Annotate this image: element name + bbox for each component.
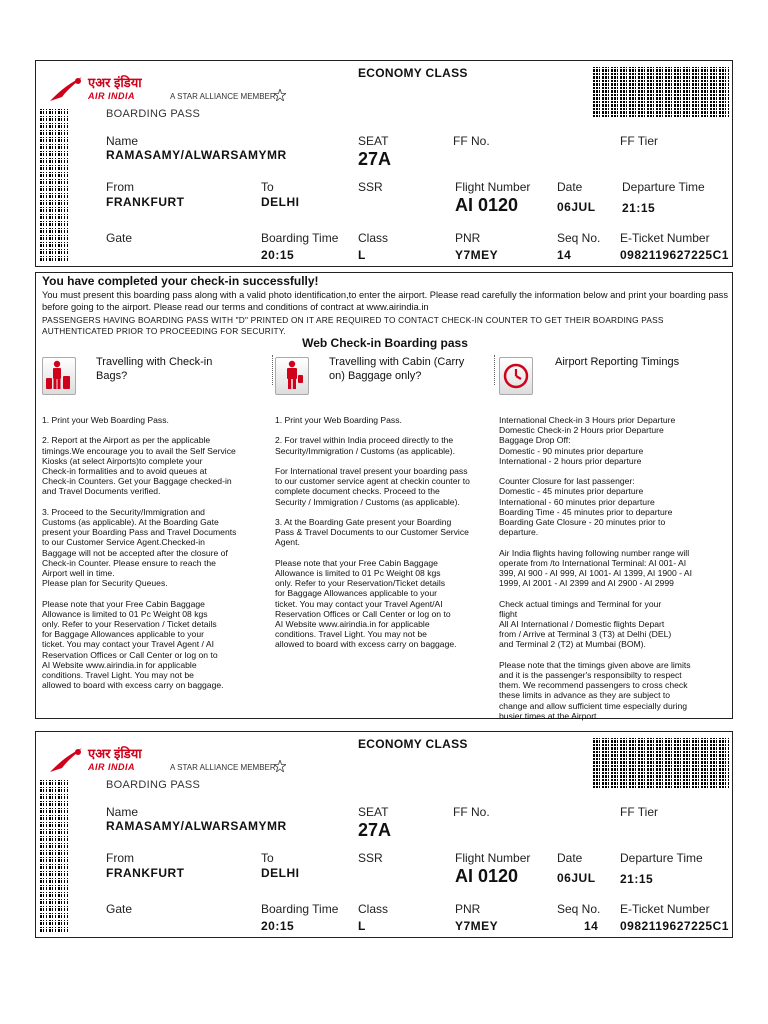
web-checkin-title: Web Check-in Boarding pass <box>302 336 468 350</box>
ssr-label: SSR <box>358 851 383 865</box>
date-label: Date <box>557 180 583 194</box>
ff-tier-label: FF Tier <box>620 134 658 148</box>
boarding-time-value: 20:15 <box>261 248 295 262</box>
person-with-cabin-bag-icon <box>275 357 309 395</box>
from-label: From <box>106 180 134 194</box>
star-alliance-icon <box>274 760 286 772</box>
seq-no-value: 14 <box>557 248 572 262</box>
barcode-vertical <box>40 778 68 932</box>
logo-hindi-text: एअर इंडिया <box>88 75 142 90</box>
logo-hindi-text: एअर इंडिया <box>88 746 142 761</box>
seat-value: 27A <box>358 149 392 169</box>
star-alliance-text: A STAR ALLIANCE MEMBER <box>170 92 276 101</box>
boarding-pass-top <box>35 60 733 267</box>
barcode-2d <box>593 738 729 788</box>
name-label: Name <box>106 134 139 148</box>
barcode-2d <box>593 67 729 117</box>
class-title: ECONOMY CLASS <box>358 737 468 751</box>
boarding-time-label: Boarding Time <box>261 902 339 916</box>
column-cabin-baggage-body: 1. Print your Web Boarding Pass. 2. For travel within India proceed directly to the Security/Immigration / Customs (as applicable). For International travel present your boarding pass to our customer service agent at checkin counter to complete document checks. Proceed to the Security / Immigration / Customs (as applicable). 3. At the Boarding Gate present your Boarding Pass & Travel Documents to our Customer Service Agent. Please note that your Free Cabin Baggage Allowance is limited to 01 Pc Weight 08 kgs only. Refer to your Reservation/Ticket details for Baggage Allowances applicable to your ticket. You may contact your Travel Agent/AI Reservation Offices or Call Center or log on to AI Website www.airindia.in for applicable conditions. Travel Light. You may not be allowed to board with excess carry on baggage. <box>275 415 470 650</box>
flight-number-value: AI 0120 <box>455 195 519 215</box>
class-title: ECONOMY CLASS <box>358 66 468 80</box>
date-label: Date <box>557 851 583 865</box>
column-checkin-bags-title: Travelling with Check-in Bags? <box>96 356 213 382</box>
name-value: RAMASAMY/ALWARSAMYMR <box>106 148 287 162</box>
departure-time-value: 21:15 <box>620 872 654 886</box>
from-label: From <box>106 851 134 865</box>
boarding-time-label: Boarding Time <box>261 231 339 245</box>
name-value: RAMASAMY/ALWARSAMYMR <box>106 819 287 833</box>
departure-time-label: Departure Time <box>622 180 705 194</box>
pnr-value: Y7MEY <box>455 919 499 933</box>
logo-english-text: AIR INDIA <box>88 762 135 772</box>
class-value: L <box>358 919 366 933</box>
eticket-value: 0982119627225C1 <box>620 919 729 933</box>
boarding-pass-label: BOARDING PASS <box>106 779 201 791</box>
seat-label: SEAT <box>358 805 389 819</box>
boarding-time-value: 20:15 <box>261 919 295 933</box>
checkin-instructions: You must present this boarding pass along with a valid photo identification,to enter the airport. Please read carefully the information below and print your boarding pass before going to the airport. Please read our terms and conditions of contract at www.airindia.in <box>42 290 728 312</box>
ff-no-label: FF No. <box>453 134 490 148</box>
gate-label: Gate <box>106 902 133 916</box>
to-label: To <box>261 851 274 865</box>
pnr-label: PNR <box>455 902 481 916</box>
air-india-logo-icon <box>48 746 84 776</box>
flight-number-label: Flight Number <box>455 851 531 865</box>
clock-icon <box>499 357 533 395</box>
eticket-value: 0982119627225C1 <box>620 248 729 262</box>
ssr-label: SSR <box>358 180 383 194</box>
boarding-pass-label: BOARDING PASS <box>106 108 201 120</box>
seq-no-label: Seq No. <box>557 231 601 245</box>
boarding-pass-bottom <box>35 731 733 938</box>
eticket-label: E-Ticket Number <box>620 902 710 916</box>
class-label: Class <box>358 231 389 245</box>
checkin-success-heading: You have completed your check-in successfully! <box>42 274 319 288</box>
barcode-vertical <box>40 107 68 261</box>
star-alliance-icon <box>274 89 286 101</box>
from-value: FRANKFURT <box>106 195 185 209</box>
date-value: 06JUL <box>557 871 596 885</box>
pnr-value: Y7MEY <box>455 248 499 262</box>
class-label: Class <box>358 902 389 916</box>
pnr-label: PNR <box>455 231 481 245</box>
seq-no-label: Seq No. <box>557 902 601 916</box>
to-label: To <box>261 180 274 194</box>
air-india-logo-icon <box>48 75 84 105</box>
person-with-bags-icon <box>42 357 76 395</box>
column-divider <box>272 355 273 385</box>
seat-value: 27A <box>358 820 392 840</box>
name-label: Name <box>106 805 139 819</box>
departure-time-label: Departure Time <box>620 851 703 865</box>
seat-label: SEAT <box>358 134 389 148</box>
column-cabin-baggage-title: Travelling with Cabin (Carry on) Baggage only? <box>329 356 465 382</box>
flight-number-value: AI 0120 <box>455 866 519 886</box>
flight-number-label: Flight Number <box>455 180 531 194</box>
to-value: DELHI <box>261 866 300 880</box>
gate-label: Gate <box>106 231 133 245</box>
column-reporting-timings-title: Airport Reporting Timings <box>555 356 680 368</box>
departure-time-value: 21:15 <box>622 201 656 215</box>
ff-tier-label: FF Tier <box>620 805 658 819</box>
to-value: DELHI <box>261 195 300 209</box>
class-value: L <box>358 248 366 262</box>
eticket-label: E-Ticket Number <box>620 231 710 245</box>
column-reporting-timings-body: International Check-in 3 Hours prior Departure Domestic Check-in 2 Hours prior Departure Baggage Drop Off: Domestic - 90 minutes prior departure International - 2 hours prior departure Counter Closure for last passenger: Domestic - 45 minutes prior departure International - 60 minutes prior departure Boarding Time - 45 minutes prior to departure Boarding Gate Closure - 20 minutes prior to departure. Air India flights having following number range will operate from /to International Terminal: AI 001- AI 399, AI 900 - AI 999, AI 1001- AI 1399, AI 1900 - AI 1999, AI 2001 - AI 2399 and AI 2900 - AI 2999 Check actual timings and Terminal for your flight All AI International / Domestic flights Depart from / Arrive at Terminal 3 (T3) at Delhi (DEL) and Terminal 2 (T2) at Mumbai (BOM). Please note that the timings given above are limits and it is the passenger's responsibilty to respect them. We recommend passengers to cross check these limits in advance as they are subject to change and allow sufficient time especially during busier times at the Airport. <box>499 415 693 721</box>
d-printed-notice: PASSENGERS HAVING BOARDING PASS WITH "D" PRINTED ON IT ARE REQUIRED TO CONTACT CHECK-IN COUNTER TO GET THEIR BOARDING PASS AUTHENTICATED PRIOR TO PROCEEDING FOR SECURITY. <box>42 315 664 336</box>
from-value: FRANKFURT <box>106 866 185 880</box>
column-checkin-bags-body: 1. Print your Web Boarding Pass. 2. Report at the Airport as per the applicable timings.We encourage you to avail the Self Service Kiosks (at select Airports)to complete your Check-in formalities and to avoid queues at Check-in Counters. Get your Baggage checked-in and Travel Documents verified. 3. Proceed to the Security/Immigration and Customs (as applicable). At the Boarding Gate present your Boarding Pass and Travel Documents to our Customer Service Agent.Checked-in Baggage will not be accepted after the closure of Check-in Counter. Please ensure to reach the Airport well in time. Please plan for Security Queues. Please note that your Free Cabin Baggage Allowance is limited to 01 Pc Weight 08 kgs only. Refer to your Reservation / Ticket details for Baggage Allowances applicable to your ticket. You may contact your Travel Agent / AI Reservation Offices or Call Center or log on to AI Website www.airindia.in for applicable conditions. Travel Light. You may not be allowed to board with excess carry on baggage. <box>42 415 237 691</box>
ff-no-label: FF No. <box>453 805 490 819</box>
logo-english-text: AIR INDIA <box>88 91 135 101</box>
column-divider <box>494 355 495 385</box>
checkin-info-panel <box>35 272 733 719</box>
star-alliance-text: A STAR ALLIANCE MEMBER <box>170 763 276 772</box>
date-value: 06JUL <box>557 200 596 214</box>
seq-no-value: 14 <box>584 919 599 933</box>
